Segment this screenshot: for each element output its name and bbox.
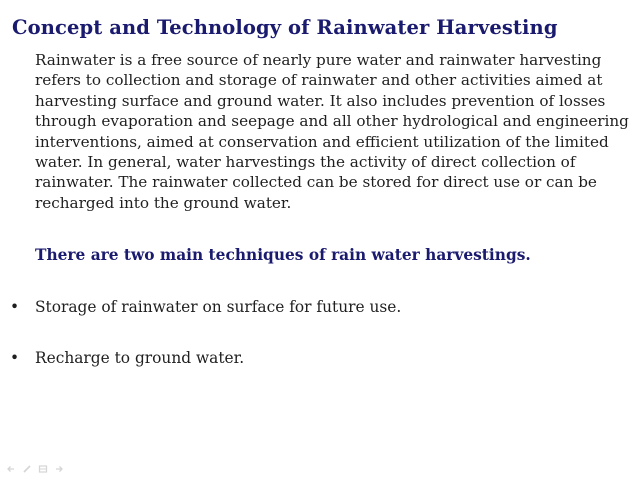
slide-title: Concept and Technology of Rainwater Harvesting	[12, 16, 558, 39]
pen-icon[interactable]	[22, 464, 32, 474]
slide-nav-toolbar	[6, 464, 64, 474]
bullet-marker: •	[10, 298, 20, 316]
techniques-heading: There are two main techniques of rain water harvestings.	[35, 246, 531, 264]
bullet-text: Recharge to ground water.	[35, 349, 245, 367]
bullet-item-storage	[10, 298, 401, 316]
menu-icon[interactable]	[38, 464, 48, 474]
bullet-marker: •	[10, 349, 20, 367]
arrow-right-icon[interactable]	[54, 464, 64, 474]
bullet-item-recharge	[10, 349, 244, 367]
body-paragraph: Rainwater is a free source of nearly pure water and rainwater harvesting refers to collection and storage of rainwater and other activities aimed at harvesting surface and ground water. It also includes prevention of losses through evaporation and seepage and all other hydrological and engineering interventions, aimed at conservation and efficient utilization of the limited water. In general, water harvestings the activity of direct collection of rainwater. The rainwater collected can be stored for direct use or can be recharged into the ground water.	[35, 51, 629, 212]
arrow-left-icon[interactable]	[6, 464, 16, 474]
bullet-text: Storage of rainwater on surface for future use.	[35, 298, 402, 316]
